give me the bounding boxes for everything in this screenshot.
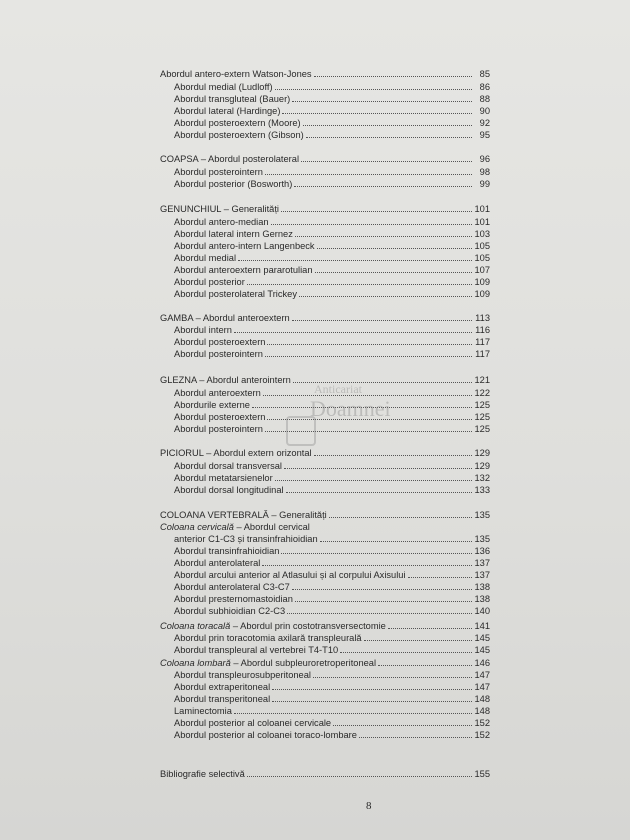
toc-subentry — [174, 729, 490, 741]
toc-entry — [160, 509, 490, 521]
toc-entry-title: Abordul posterointern — [174, 349, 263, 359]
toc-page-number: 148 — [474, 706, 490, 716]
toc-page-number: 132 — [474, 473, 490, 483]
toc-entry-title: Abordul dorsal transversal — [174, 461, 282, 471]
toc-entry-title: Abordul posterior al coloanei toraco-lombare — [174, 730, 357, 740]
toc-page-number: 121 — [474, 375, 490, 385]
toc-entry-title-rest: – Abordul prin costotransversectomie — [230, 621, 386, 631]
toc-subentry — [174, 240, 490, 252]
toc-page-number: 136 — [474, 546, 490, 556]
toc-subentry — [174, 472, 490, 484]
toc-page-number: 95 — [479, 130, 490, 140]
toc-subentry — [174, 605, 490, 617]
toc-subentry — [174, 484, 490, 496]
toc-page-number: 88 — [479, 94, 490, 104]
toc-leader-dots — [364, 632, 472, 641]
toc-subentry — [174, 669, 490, 681]
toc-entry-title: anterior C1-C3 și transinfrahioidian — [174, 534, 318, 544]
toc-entry-title: Abordul dorsal longitudinal — [174, 485, 284, 495]
toc-page-number: 148 — [474, 694, 490, 704]
toc-leader-dots — [262, 557, 472, 566]
toc-entry-title: Abordul medial (Ludloff) — [174, 82, 273, 92]
page-number: 8 — [366, 800, 372, 812]
toc-leader-dots — [313, 669, 472, 678]
toc-entry-title — [160, 620, 386, 632]
toc-entry-title: Abordul prin toracotomia axilară transpleurală — [174, 633, 362, 643]
toc-subentry — [174, 348, 490, 360]
toc-page-number: 105 — [474, 241, 490, 251]
toc-leader-dots — [299, 288, 472, 297]
toc-leader-dots — [287, 605, 472, 614]
toc-entry — [160, 312, 490, 324]
toc-page-number: 146 — [474, 658, 490, 668]
toc-page-number: 117 — [475, 349, 490, 359]
toc-subentry — [174, 324, 490, 336]
toc-leader-dots — [275, 472, 472, 481]
toc-subentry — [174, 717, 490, 729]
toc-subentry — [174, 216, 490, 228]
toc-entry-title-rest: – Abordul cervical — [233, 522, 310, 532]
toc-entry-title: Abordul transpleural al vertebrei T4-T10 — [174, 645, 339, 655]
toc-entry-title-italic: Coloana toracală — [160, 621, 231, 631]
toc-entry-title: Abordul posterointern — [174, 424, 263, 434]
toc-page-number: 96 — [479, 154, 490, 164]
toc-leader-dots — [265, 348, 472, 357]
toc-leader-dots — [281, 203, 472, 212]
toc-page-number: 107 — [474, 265, 490, 275]
toc-subentry — [174, 178, 490, 190]
toc-subentry — [174, 705, 490, 717]
toc-page-number: 86 — [479, 82, 490, 92]
toc-page-number: 141 — [474, 621, 490, 631]
toc-entry-title: Abordul posteroextern — [174, 337, 266, 347]
toc-leader-dots — [281, 545, 472, 554]
toc-entry — [160, 68, 490, 80]
toc-leader-dots — [272, 681, 472, 690]
toc-entry-title: COAPSA – Abordul posterolateral — [160, 154, 300, 164]
toc-page-number: 152 — [474, 730, 490, 740]
toc-leader-dots — [272, 693, 472, 702]
watermark-line2: Doamnei — [310, 396, 391, 421]
toc-leader-dots — [265, 166, 472, 175]
toc-entry-title: Abordul intern — [174, 325, 232, 335]
toc-subentry — [174, 581, 490, 593]
toc-subentry — [174, 228, 490, 240]
toc-subentry — [174, 117, 490, 129]
toc-entry-title: Abordul anteroextern pararotulian — [174, 265, 313, 275]
toc-leader-dots — [271, 216, 472, 225]
toc-leader-dots — [378, 657, 472, 666]
toc-subentry — [174, 93, 490, 105]
toc-leader-dots — [234, 705, 472, 714]
toc-subentry — [174, 336, 490, 348]
toc-subentry — [174, 166, 490, 178]
toc-page-number: 101 — [474, 217, 490, 227]
toc-subentry — [174, 252, 490, 264]
toc-page-number: 99 — [479, 179, 490, 189]
toc-leader-dots — [286, 484, 472, 493]
toc-page-number: 135 — [474, 510, 490, 520]
toc-leader-dots — [238, 252, 472, 261]
toc-page-number: 147 — [474, 670, 490, 680]
toc-page-number: 85 — [479, 69, 490, 79]
toc-entry-title: Abordul subhioidian C2-C3 — [174, 606, 286, 616]
toc-page-number: 147 — [474, 682, 490, 692]
toc-page-number: 138 — [474, 582, 490, 592]
toc-leader-dots — [340, 644, 472, 653]
toc-leader-dots — [408, 569, 472, 578]
toc-leader-dots — [315, 264, 472, 273]
toc-subentry — [174, 681, 490, 693]
toc-page-number: 140 — [474, 606, 490, 616]
toc-page-number: 122 — [474, 388, 490, 398]
toc-leader-dots — [301, 153, 472, 162]
toc-entry-title: GAMBA – Abordul anteroextern — [160, 313, 290, 323]
toc-entry-title: Abordul arcului anterior al Atlasului și al corpului Axisului — [174, 570, 406, 580]
toc-entry-title: Abordul transgluteal (Bauer) — [174, 94, 291, 104]
toc-entry — [160, 620, 490, 632]
toc-page-number: 137 — [474, 558, 490, 568]
toc-leader-dots — [234, 324, 472, 333]
toc-entry-title: Abordul anteroextern — [174, 388, 261, 398]
toc-entry-title: Abordul lateral intern Gernez — [174, 229, 293, 239]
toc-entry-title-italic: Coloana cervicală — [160, 522, 234, 532]
toc-subentry — [174, 81, 490, 93]
toc-entry — [160, 203, 490, 215]
toc-page-number: 103 — [474, 229, 490, 239]
toc-page-number: 98 — [479, 167, 490, 177]
toc-leader-dots — [295, 228, 472, 237]
toc-entry-title: Abordul posteroextern (Gibson) — [174, 130, 304, 140]
toc-entry-title: Abordul extraperitoneal — [174, 682, 271, 692]
toc-entry-title: Abordul anterolateral C3-C7 — [174, 582, 290, 592]
toc-entry-title: Abordul posteroextern (Moore) — [174, 118, 301, 128]
toc-entry — [160, 153, 490, 165]
toc-subentry — [174, 105, 490, 117]
toc-subentry — [174, 593, 490, 605]
toc-page-number: 129 — [474, 461, 490, 471]
toc-entry-title: GENUNCHIUL – Generalități — [160, 204, 280, 214]
toc-page-number: 133 — [474, 485, 490, 495]
toc-subentry — [174, 264, 490, 276]
toc-entry-title-italic: Coloana lombară — [160, 658, 231, 668]
toc-entry-title: Abordul transinfrahioidian — [174, 546, 280, 556]
toc-leader-dots — [275, 81, 472, 90]
watermark — [286, 382, 436, 472]
toc-page-number: 116 — [475, 325, 490, 335]
toc-page-number: 101 — [474, 204, 490, 214]
toc-page-number: 129 — [474, 448, 490, 458]
toc-leader-dots — [295, 593, 472, 602]
toc-entry-title: Abordul transperitoneal — [174, 694, 271, 704]
watermark-logo-icon — [286, 416, 316, 446]
toc-page-number: 145 — [474, 645, 490, 655]
toc-subentry — [174, 276, 490, 288]
toc-leader-dots — [359, 729, 472, 738]
toc-subentry — [174, 288, 490, 300]
toc-leader-dots — [329, 509, 472, 518]
toc-subentry — [174, 693, 490, 705]
toc-entry-title: PICIORUL – Abordul extern orizontal — [160, 448, 312, 458]
toc-entry — [160, 657, 490, 669]
toc-page-number: 105 — [474, 253, 490, 263]
toc-entry-title: Abordul anterolateral — [174, 558, 261, 568]
toc-entry-title: Abordul posterior al coloanei cervicale — [174, 718, 332, 728]
toc-page-number: 92 — [479, 118, 490, 128]
toc-entry-title — [160, 657, 376, 669]
toc-entry-title: Abordul posterointern — [174, 167, 263, 177]
toc-subentry — [174, 533, 490, 545]
toc-page-number: 145 — [474, 633, 490, 643]
toc-entry-title — [160, 521, 310, 533]
toc-subentry — [174, 632, 490, 644]
toc-entry — [160, 521, 490, 533]
toc-entry-title: COLOANA VERTEBRALĂ – Generalități — [160, 510, 327, 520]
toc-leader-dots — [247, 768, 472, 777]
toc-page-number: 135 — [474, 534, 490, 544]
toc-leader-dots — [292, 312, 472, 321]
toc-entry-title: Abordul antero-median — [174, 217, 269, 227]
toc-subentry — [174, 545, 490, 557]
toc-leader-dots — [320, 533, 472, 542]
toc-entry-title: Abordul posterolateral Trickey — [174, 289, 297, 299]
toc-entry-title: Abordurile externe — [174, 400, 250, 410]
toc-page-number: 113 — [475, 313, 490, 323]
toc-entry-title: Abordul posteroextern — [174, 412, 266, 422]
toc-leader-dots — [294, 178, 472, 187]
toc-leader-dots — [303, 117, 472, 126]
toc-page-number: 138 — [474, 594, 490, 604]
toc-subentry — [174, 129, 490, 141]
toc-page-number: 125 — [474, 412, 490, 422]
toc-leader-dots — [333, 717, 472, 726]
toc-leader-dots — [388, 620, 472, 629]
toc-page-number: 109 — [474, 289, 490, 299]
toc-entry-title: Laminectomia — [174, 706, 232, 716]
toc-subentry — [174, 569, 490, 581]
toc-page-number: 90 — [479, 106, 490, 116]
toc-page-number: 155 — [474, 769, 490, 779]
toc-subentry — [174, 644, 490, 656]
toc-entry-title: Abordul metatarsienelor — [174, 473, 273, 483]
toc-leader-dots — [247, 276, 472, 285]
toc-page-number: 125 — [474, 400, 490, 410]
toc-entry-title: Abordul antero-extern Watson-Jones — [160, 69, 312, 79]
toc-page-number: 117 — [475, 337, 490, 347]
toc-entry-title: Abordul lateral (Hardinge) — [174, 106, 281, 116]
toc-subentry — [174, 557, 490, 569]
toc-entry-title: Bibliografie selectivă — [160, 769, 245, 779]
toc-leader-dots — [267, 336, 472, 345]
toc-entry-title: Abordul presternomastoidian — [174, 594, 293, 604]
toc-entry-title-rest: – Abordul subpleuroretroperitoneal — [230, 658, 377, 668]
toc-entry-title: GLEZNA – Abordul anterointern — [160, 375, 291, 385]
watermark-line1: Anticariat — [314, 382, 362, 396]
toc-entry — [160, 768, 490, 780]
toc-entry-title: Abordul antero-intern Langenbeck — [174, 241, 315, 251]
toc-entry-title: Abordul posterior (Bosworth) — [174, 179, 293, 189]
toc-leader-dots — [306, 129, 472, 138]
toc-leader-dots — [292, 93, 472, 102]
toc-entry-title: Abordul medial — [174, 253, 237, 263]
toc-leader-dots — [292, 581, 472, 590]
toc-page-number: 125 — [474, 424, 490, 434]
toc-page-number: 109 — [474, 277, 490, 287]
toc-leader-dots — [317, 240, 472, 249]
toc-entry-title: Abordul transpleurosubperitoneal — [174, 670, 311, 680]
toc-page-number: 137 — [474, 570, 490, 580]
toc-leader-dots — [282, 105, 472, 114]
toc-page-number: 152 — [474, 718, 490, 728]
toc-entry-title: Abordul posterior — [174, 277, 245, 287]
toc-leader-dots — [314, 68, 472, 77]
